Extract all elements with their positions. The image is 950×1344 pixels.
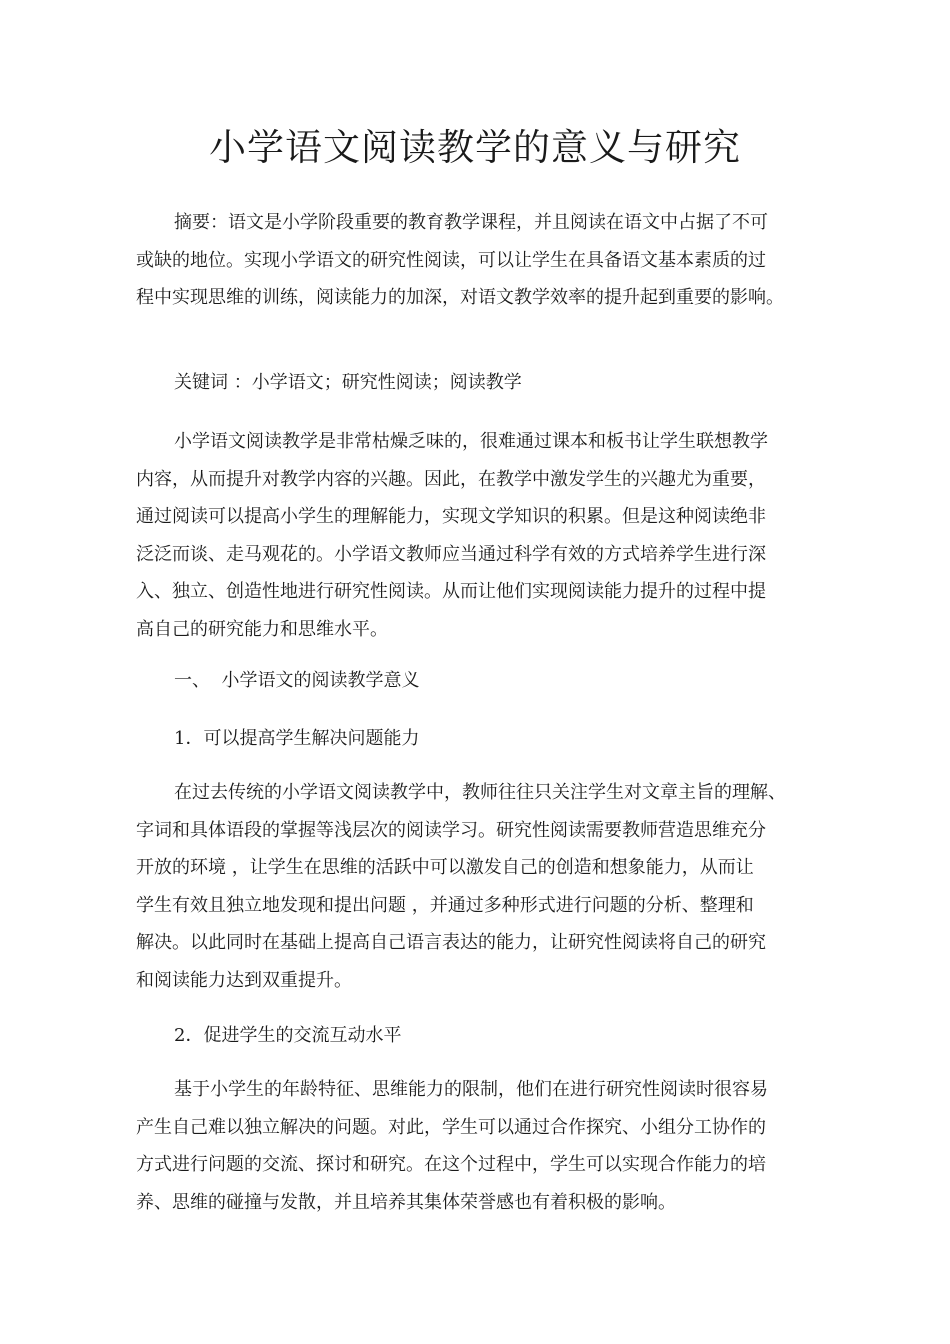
keywords-line: 关键词 ：小学语文；研究性阅读；阅读教学 — [174, 372, 522, 393]
sub1-heading: 1．可以提高学生解决问题能力 — [174, 728, 420, 749]
abstract-line: 程中实现思维的训练，阅读能力的加深，对语文教学效率的提升起到重要的影响。 — [136, 287, 784, 308]
sub1-line: 解决。以此同时在基础上提高自己语言表达的能力，让研究性阅读将自己的研究 — [136, 932, 766, 953]
sub1-line: 和阅读能力达到双重提升。 — [136, 969, 352, 991]
intro-paragraph — [136, 423, 836, 648]
intro-line: 入、独立、创造性地进行研究性阅读。从而让他们实现阅读能力提升的过程中提 — [136, 581, 766, 602]
intro-line: 泛泛而谈、走马观花的。小学语文教师应当通过科学有效的方式培养学生进行深 — [136, 543, 766, 565]
subsection-heading — [136, 720, 836, 758]
sub1-line: 在过去传统的小学语文阅读教学中，教师往往只关注学生对文章主旨的理解、 — [174, 782, 786, 803]
sub1-line: 字词和具体语段的掌握等浅层次的阅读学习。研究性阅读需要教师营造思维充分 — [136, 819, 766, 841]
abstract-line: 或缺的地位。实现小学语文的研究性阅读，可以让学生在具备语文基本素质的过 — [136, 249, 766, 271]
keywords-paragraph — [136, 364, 836, 402]
sub2-paragraph — [136, 1071, 836, 1221]
abstract-paragraph — [136, 204, 836, 317]
sub1-line: 学生有效且独立地发现和提出问题 ，并通过多种形式进行问题的分析、整理和 — [136, 894, 754, 916]
sub2-line: 养、思维的碰撞与发散，并且培养其集体荣誉感也有着积极的影响。 — [136, 1191, 676, 1213]
sub2-heading: 2．促进学生的交流互动水平 — [174, 1025, 402, 1046]
intro-line: 高自己的研究能力和思维水平。 — [136, 618, 388, 640]
abstract-line: 摘要：语文是小学阶段重要的教育教学课程，并且阅读在语文中占据了不可 — [174, 212, 768, 233]
sub1-line: 开放的环境 ，让学生在思维的活跃中可以激发自己的创造和想象能力，从而让 — [136, 857, 754, 878]
document-title: 小学语文阅读教学的意义与研究 — [209, 126, 741, 169]
section1-heading: 一、 小学语文的阅读教学意义 — [174, 670, 420, 691]
sub2-line: 基于小学生的年龄特征、思维能力的限制，他们在进行研究性阅读时很容易 — [174, 1079, 768, 1100]
intro-line: 内容，从而提升对教学内容的兴趣。因此，在教学中激发学生的兴趣尤为重要， — [136, 468, 766, 490]
intro-line: 通过阅读可以提高小学生的理解能力，实现文学知识的积累。但是这种阅读绝非 — [136, 506, 766, 527]
section-heading — [136, 662, 836, 700]
sub1-paragraph — [136, 774, 836, 999]
subsection-heading — [136, 1017, 836, 1055]
sub2-line: 产生自己难以独立解决的问题。对此，学生可以通过合作探究、小组分工协作的 — [136, 1116, 766, 1138]
sub2-line: 方式进行问题的交流、探讨和研究。在这个过程中，学生可以实现合作能力的培 — [136, 1154, 766, 1175]
intro-line: 小学语文阅读教学是非常枯燥乏味的，很难通过课本和板书让学生联想教学 — [174, 431, 768, 452]
